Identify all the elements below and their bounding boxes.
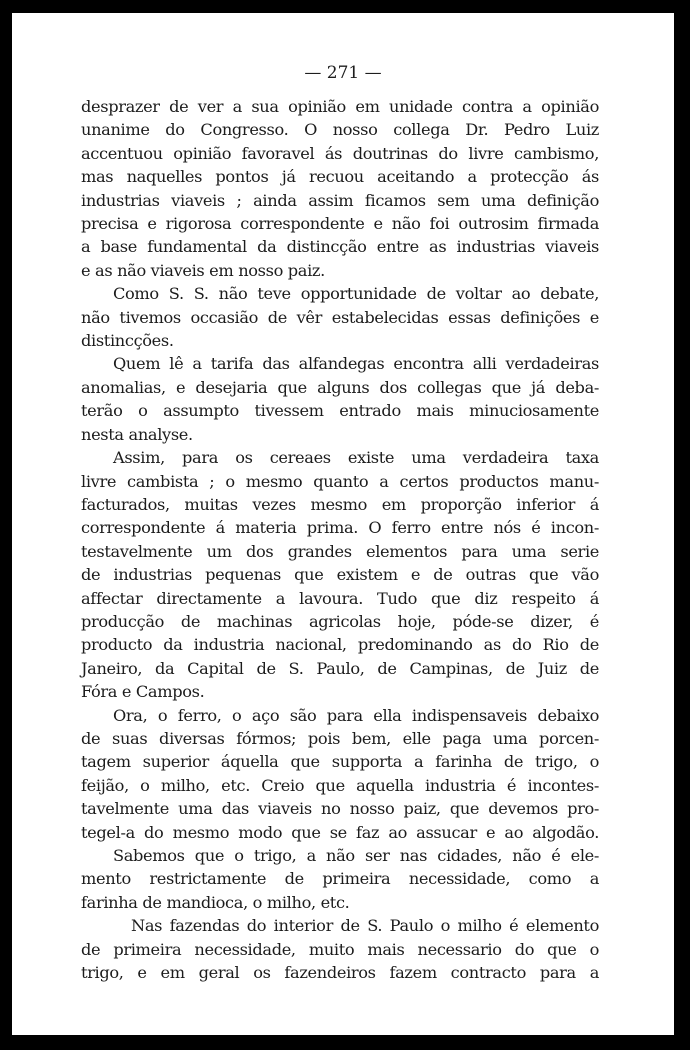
- text-line: Janeiro, da Capital de S. Paulo, de Campinas, de Juiz de: [81, 658, 599, 678]
- body-text: [81, 95, 599, 984]
- text-line: tavelmente uma das viaveis no nosso paiz, que devemos pro-: [81, 799, 599, 819]
- text-line: terão o assumpto tivessem entrado mais minuciosamente: [81, 401, 599, 421]
- text-line: Assim, para os cereaes existe uma verdadeira taxa: [113, 448, 599, 468]
- text-line: não tivemos occasião de vêr estabelecidas essas definições e: [81, 307, 599, 327]
- text-line: precisa e rigorosa correspondente e não foi outrosim firmada: [81, 214, 599, 234]
- text-line: mas naquelles pontos já recuou aceitando a protecção ás: [81, 167, 599, 187]
- text-line: tagem superior áquella que supporta a farinha de trigo, o: [81, 752, 599, 772]
- text-line: feijão, o milho, etc. Creio que aquella industria é incontes-: [81, 775, 599, 795]
- book-page: [12, 13, 674, 1035]
- text-line: producto da industria nacional, predominando as do Rio de: [81, 635, 599, 655]
- text-line: e as não viaveis em nosso paiz.: [81, 260, 325, 280]
- text-line: accentuou opinião favoravel ás doutrinas do livre cambismo,: [81, 143, 599, 163]
- page-number: — 271 —: [304, 63, 382, 83]
- text-line: Quem lê a tarifa das alfandegas encontra alli verdadeiras: [113, 354, 599, 374]
- text-line: de primeira necessidade, muito mais necessario do que o: [81, 939, 599, 959]
- text-line: Ora, o ferro, o aço são para ella indispensaveis debaixo: [113, 705, 599, 725]
- text-line: mento restrictamente de primeira necessidade, como a: [81, 869, 599, 889]
- text-line: farinha de mandioca, o milho, etc.: [81, 892, 350, 912]
- text-line: trigo, e em geral os fazendeiros fazem contracto para a: [81, 963, 599, 983]
- text-line: Nas fazendas do interior de S. Paulo o milho é elemento: [131, 916, 599, 936]
- text-line: tegel-a do mesmo modo que se faz ao assucar e ao algodão.: [81, 822, 599, 842]
- text-line: testavelmente um dos grandes elementos para uma serie: [81, 541, 599, 561]
- text-line: de industrias pequenas que existem e de outras que vão: [81, 565, 599, 585]
- text-line: livre cambista ; o mesmo quanto a certos productos manu-: [81, 471, 599, 491]
- text-line: Sabemos que o trigo, a não ser nas cidades, não é ele-: [113, 846, 599, 865]
- text-line: Fóra e Campos.: [81, 682, 205, 702]
- text-line: industrias viaveis ; ainda assim ficamos sem uma definição: [81, 190, 599, 210]
- text-line: desprazer de ver a sua opinião em unidade contra a opinião: [81, 97, 599, 116]
- text-line: nesta analyse.: [81, 424, 193, 444]
- text-line: Como S. S. não teve opportunidade de voltar ao debate,: [113, 284, 599, 304]
- text-line: unanime do Congresso. O nosso collega Dr. Pedro Luiz: [81, 120, 599, 140]
- text-line: de suas diversas fórmos; pois bem, elle paga uma porcen-: [81, 728, 599, 748]
- text-line: anomalias, e desejaria que alguns dos collegas que já deba-: [81, 377, 599, 397]
- text-line: affectar directamente a lavoura. Tudo que diz respeito á: [81, 588, 599, 608]
- text-line: facturados, muitas vezes mesmo em proporção inferior á: [81, 494, 599, 514]
- text-line: producção de machinas agricolas hoje, póde-se dizer, é: [81, 611, 599, 631]
- text-line: correspondente á materia prima. O ferro entre nós é incon-: [81, 518, 599, 538]
- text-line: a base fundamental da distincção entre as industrias viaveis: [81, 237, 599, 257]
- text-line: distincções.: [81, 331, 174, 351]
